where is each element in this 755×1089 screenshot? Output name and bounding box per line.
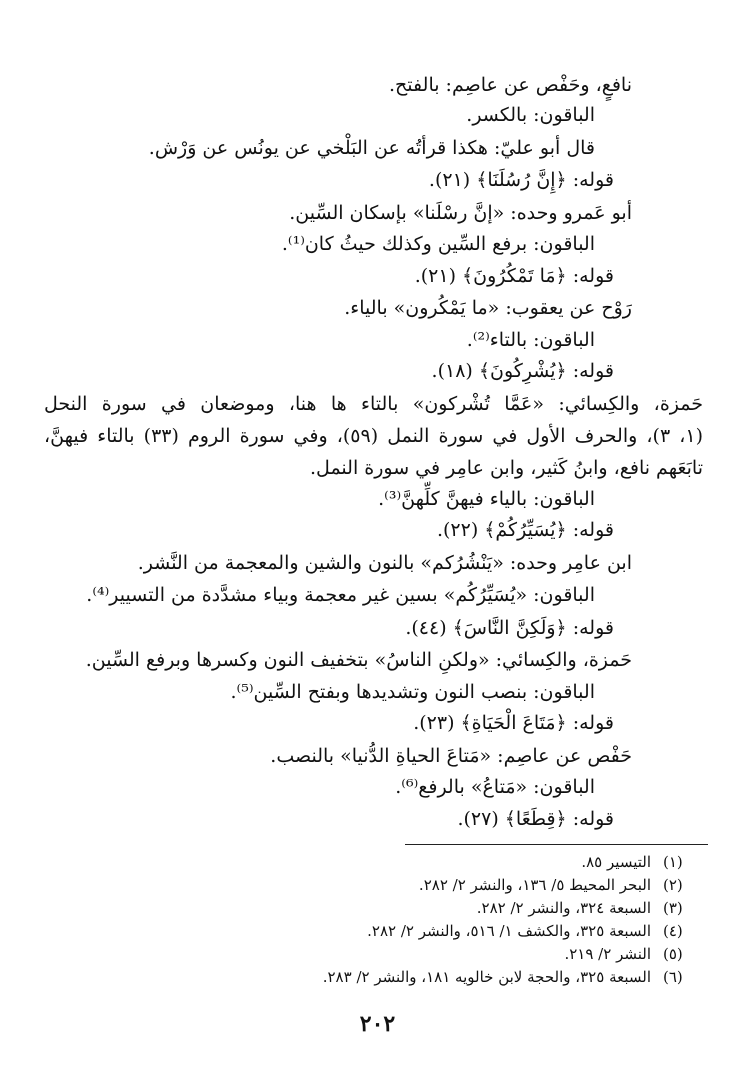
footnote-number: (٥) (663, 945, 683, 963)
footnote (581, 851, 683, 873)
footnote-number: (٣) (663, 899, 683, 917)
text-line: قوله: ﴿يُشْرِكُونَ﴾ (١٨). (431, 360, 614, 382)
text-line: نافعٍ، وحَفْص عن عاصِم: بالفتح. (389, 74, 632, 96)
text-line: حَمزة، والكِسائي: «عَمَّا تُشْركون» بالتاء ها هنا، وموضعان في سورة النحل (44, 393, 703, 415)
text-line: قوله: ﴿إِنَّ رُسُلَنَا﴾ (٢١). (428, 169, 614, 191)
footnote (367, 920, 683, 942)
footnote-number: (١) (663, 853, 683, 871)
text-line: رَوْح عن يعقوب: «ما يَمْكُرون» بالياء. (344, 297, 632, 319)
footnote-number: (٦) (663, 968, 683, 986)
text-line: قوله: ﴿وَلَكِنَّ النَّاسَ﴾ (٤٤). (405, 617, 614, 639)
text-line: الباقون: بالتاء⁽²⁾. (466, 329, 595, 351)
footnote (476, 897, 683, 919)
footnote-number: (٤) (663, 922, 683, 940)
footnote-text: التيسير ٨٥. (581, 853, 651, 871)
text-line: قوله: ﴿قِطَعًا﴾ (٢٧). (457, 808, 614, 830)
text-line: الباقون: برفع السِّين وكذلك حيثُ كان⁽¹⁾. (281, 233, 595, 255)
text-line: الباقون: «يُسَيِّرُكُم» بسين غير معجمة وبياء مشدَّدة من التسيير⁽⁴⁾. (86, 584, 595, 606)
text-line: حَفْص عن عاصِم: «مَتاعَ الحياةِ الدُّنيا» بالنصب. (270, 745, 632, 767)
footnote-separator (405, 844, 708, 845)
footnote-text: السبعة ٣٢٤، والنشر ٢/ ٢٨٢. (476, 899, 651, 917)
page-number: ٢٠٢ (359, 1011, 396, 1037)
text-line: أبو عَمرو وحده: «إنَّ رسْلَنا» بإسكان السِّين. (289, 202, 632, 224)
text-line: حَمزة، والكِسائي: «ولكنِ الناسُ» بتخفيف النون وكسرها وبرفع السِّين. (85, 649, 632, 671)
footnote-text: النشر ٢/ ٢١٩. (564, 945, 651, 963)
text-line: (١، ٣)، والحرف الأول في سورة النمل (٥٩)، وفي سورة الروم (٣٣) بالتاء فيهنَّ، (44, 425, 704, 447)
footnote (322, 966, 683, 988)
text-line: الباقون: «مَتاعُ» بالرفع⁽⁶⁾. (395, 776, 595, 798)
footnote (418, 874, 683, 896)
text-line: قال أبو عليّ: هكذا قرأتُه عن البَلْخي عن يونُس عن وَرْش. (148, 137, 595, 159)
footnote-text: السبعة ٣٢٥، والحجة لابن خالويه ١٨١، والنشر ٢/ ٢٨٣. (322, 968, 651, 986)
footnote-text: السبعة ٣٢٥، والكشف ١/ ٥١٦، والنشر ٢/ ٢٨٢. (367, 922, 651, 940)
text-line: ابن عامِر وحده: «يَنْشُرُكم» بالنون والشين والمعجمة من النَّشر. (137, 552, 632, 574)
text-line: تابَعَهم نافع، وابنُ كَثير، وابن عامِر في سورة النمل. (310, 457, 703, 479)
footnote-text: البحر المحيط ٥/ ١٣٦، والنشر ٢/ ٢٨٢. (418, 876, 651, 894)
text-line: الباقون: بنصب النون وتشديدها وبفتح السِّين⁽⁵⁾. (230, 681, 595, 703)
text-line: قوله: ﴿يُسَيِّرُكُمْ﴾ (٢٢). (436, 519, 614, 541)
footnote (564, 943, 683, 965)
text-line: الباقون: بالكسر. (466, 104, 595, 126)
text-line: قوله: ﴿مَتَاعَ الْحَيَاةِ﴾ (٢٣). (413, 712, 614, 734)
footnote-number: (٢) (663, 876, 683, 894)
text-line: قوله: ﴿مَا تَمْكُرُونَ﴾ (٢١). (414, 265, 614, 287)
text-line: الباقون: بالياء فيهنَّ كلِّهنَّ⁽³⁾. (378, 488, 595, 510)
